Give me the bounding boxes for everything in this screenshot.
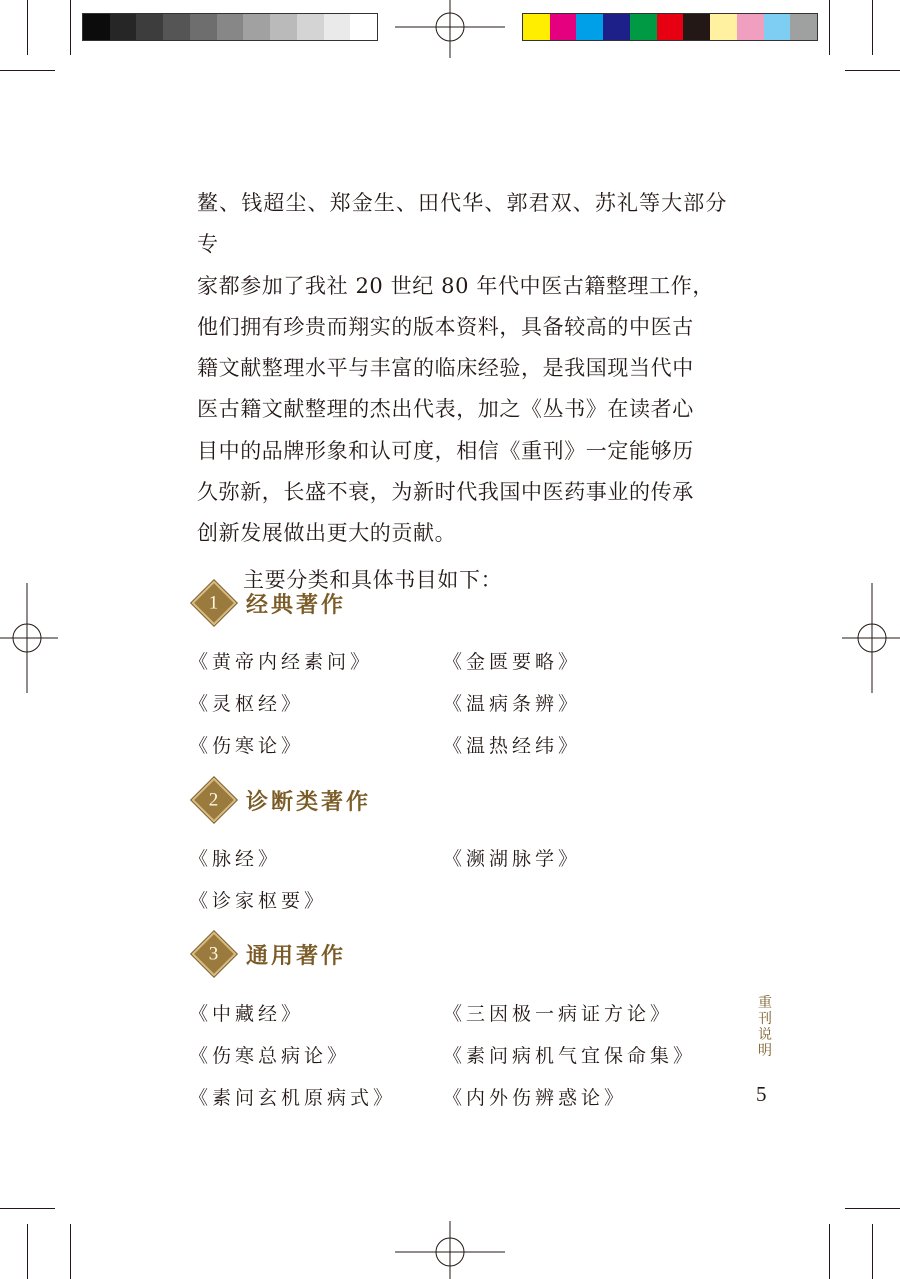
color-swatch — [243, 14, 270, 40]
color-swatch — [270, 14, 297, 40]
book-title: 《素问病机气宜保命集》 — [443, 1045, 697, 1067]
intro-line: 主要分类和具体书目如下： — [243, 567, 503, 592]
color-swatch — [683, 14, 710, 40]
color-swatch — [190, 14, 217, 40]
color-swatch — [110, 14, 137, 40]
book-title: 《脉经》 — [189, 848, 282, 870]
book-title: 《三因极一病证方论》 — [443, 1003, 674, 1025]
section-heading-general — [194, 934, 346, 974]
color-swatch — [550, 14, 577, 40]
paragraph-line: 家都参加了我社 20 世纪 80 年代中医古籍整理工作， — [197, 273, 714, 298]
color-swatch — [710, 14, 737, 40]
registration-mark-left-icon — [0, 583, 58, 693]
paragraph-line: 他们拥有珍贵而翔实的版本资料，具备较高的中医古 — [197, 314, 694, 339]
color-swatch — [83, 14, 110, 40]
diamond-number-icon: 3 — [191, 931, 236, 976]
paragraph-line: 鳌、钱超尘、郑金生、田代华、郭君双、苏礼等大部分专 — [197, 191, 727, 257]
registration-mark-top-icon — [395, 0, 505, 58]
section-title: 经典著作 — [246, 591, 347, 618]
page-number: 5 — [756, 1082, 767, 1106]
book-title: 《温病条辨》 — [443, 693, 582, 715]
section-heading-diagnosis — [194, 780, 371, 820]
book-title: 《内外伤辨惑论》 — [443, 1087, 628, 1109]
diamond-number-icon: 1 — [191, 580, 236, 625]
grayscale-color-bar — [82, 13, 378, 41]
color-swatch — [324, 14, 351, 40]
color-swatch — [163, 14, 190, 40]
section-heading-classics — [194, 583, 346, 623]
body-text — [197, 183, 727, 601]
section-title: 通用著作 — [246, 942, 347, 969]
color-swatch — [764, 14, 791, 40]
paragraph-line: 医古籍文献整理的杰出代表，加之《丛书》在读者心 — [197, 397, 694, 422]
book-title: 《素问玄机原病式》 — [189, 1087, 397, 1109]
book-title: 《灵枢经》 — [189, 693, 305, 715]
book-title: 《金匮要略》 — [443, 651, 582, 673]
diamond-number-icon: 2 — [191, 777, 236, 822]
paragraph-line: 创新发展做出更大的贡献。 — [197, 521, 457, 546]
book-title: 《伤寒总病论》 — [189, 1045, 351, 1067]
color-swatch — [657, 14, 684, 40]
registration-mark-right-icon — [842, 583, 900, 693]
color-swatch — [576, 14, 603, 40]
book-title: 《温热经纬》 — [443, 735, 582, 757]
book-title: 《黄帝内经素问》 — [189, 651, 374, 673]
color-swatch — [737, 14, 764, 40]
book-title: 《伤寒论》 — [189, 735, 305, 757]
color-swatch — [790, 14, 817, 40]
paragraph-line: 久弥新，长盛不衰，为新时代我国中医药事业的传承 — [197, 480, 694, 505]
color-swatch — [136, 14, 163, 40]
paragraph-line: 籍文献整理水平与丰富的临床经验，是我国现当代中 — [197, 356, 694, 381]
color-swatch — [297, 14, 324, 40]
registration-mark-bottom-icon — [395, 1221, 505, 1279]
cmyk-color-bar — [522, 13, 818, 41]
running-head-side-label: 重 刊 说 明 — [758, 995, 772, 1059]
book-title: 《中藏经》 — [189, 1003, 305, 1025]
section-title: 诊断类著作 — [246, 788, 372, 815]
paragraph-line: 目中的品牌形象和认可度，相信《重刊》一定能够历 — [197, 438, 694, 463]
book-title: 《濒湖脉学》 — [443, 848, 582, 870]
color-swatch — [217, 14, 244, 40]
color-swatch — [630, 14, 657, 40]
color-swatch — [350, 14, 377, 40]
book-title: 《诊家枢要》 — [189, 890, 328, 912]
color-swatch — [603, 14, 630, 40]
color-swatch — [523, 14, 550, 40]
